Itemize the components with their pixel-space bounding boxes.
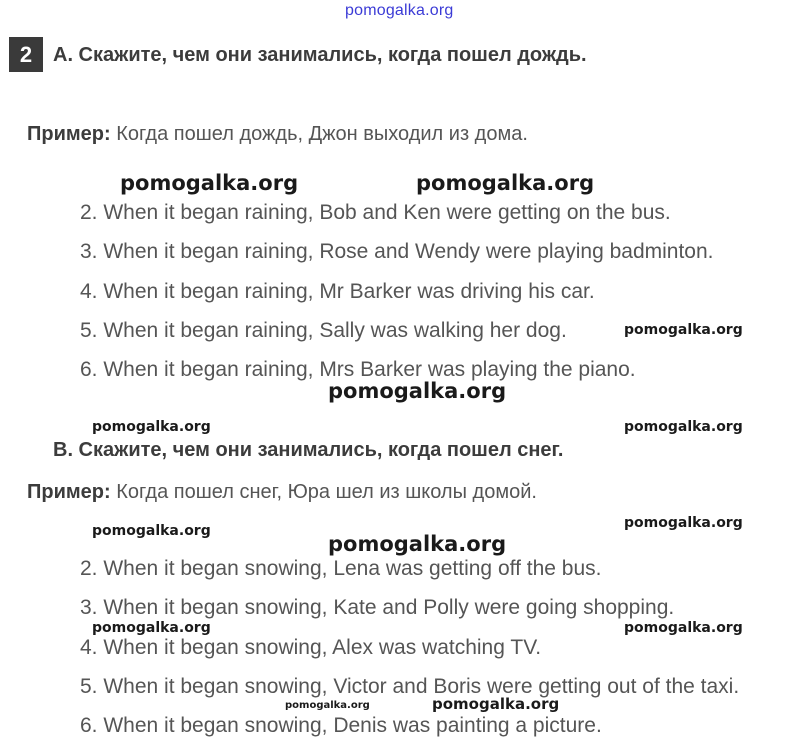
watermark: pomogalka.org	[624, 620, 743, 636]
watermark: pomogalka.org	[120, 171, 299, 195]
site-mark-top: pomogalka.org	[345, 2, 454, 19]
watermark: pomogalka.org	[624, 515, 743, 531]
section-b-example	[27, 481, 537, 504]
watermark: pomogalka.org	[432, 695, 560, 713]
section-b-line-3: 3. When it began snowing, Kate and Polly were going shopping.	[80, 596, 675, 619]
section-a-line-5: 5. When it began raining, Sally was walking her dog.	[80, 319, 567, 342]
section-b-example-label: Пример:	[27, 481, 111, 503]
section-b-line-6: 6. When it began snowing, Denis was painting a picture.	[80, 714, 602, 737]
section-b-heading: B. Скажите, чем они занимались, когда пошел снег.	[53, 439, 564, 461]
exercise-number-badge: 2	[9, 37, 43, 72]
watermark: pomogalka.org	[328, 532, 507, 556]
section-a-example-label: Пример:	[27, 123, 111, 145]
section-b-example-text: Когда пошел снег, Юра шел из школы домой.	[110, 481, 537, 503]
section-a-line-2: 2. When it began raining, Bob and Ken were getting on the bus.	[80, 201, 671, 224]
watermark: pomogalka.org	[416, 171, 595, 195]
section-b-line-5: 5. When it began snowing, Victor and Boris were getting out of the taxi.	[80, 675, 740, 698]
section-a-line-6: 6. When it began raining, Mrs Barker was playing the piano.	[80, 358, 636, 381]
watermark: pomogalka.org	[624, 419, 743, 435]
section-a-line-4: 4. When it began raining, Mr Barker was driving his car.	[80, 280, 595, 303]
section-b-line-2: 2. When it began snowing, Lena was getting off the bus.	[80, 557, 602, 580]
watermark: pomogalka.org	[285, 700, 370, 711]
section-a-example-text: Когда пошел дождь, Джон выходил из дома.	[110, 123, 528, 145]
section-a-heading: A. Скажите, чем они занимались, когда пошел дождь.	[53, 44, 587, 66]
watermark: pomogalka.org	[624, 322, 743, 338]
watermark: pomogalka.org	[92, 419, 211, 435]
watermark: pomogalka.org	[92, 620, 211, 636]
section-b-line-4: 4. When it began snowing, Alex was watching TV.	[80, 636, 542, 659]
watermark: pomogalka.org	[328, 379, 507, 403]
section-a-example	[27, 123, 528, 146]
section-a-line-3: 3. When it began raining, Rose and Wendy were playing badminton.	[80, 240, 714, 263]
watermark: pomogalka.org	[92, 523, 211, 539]
